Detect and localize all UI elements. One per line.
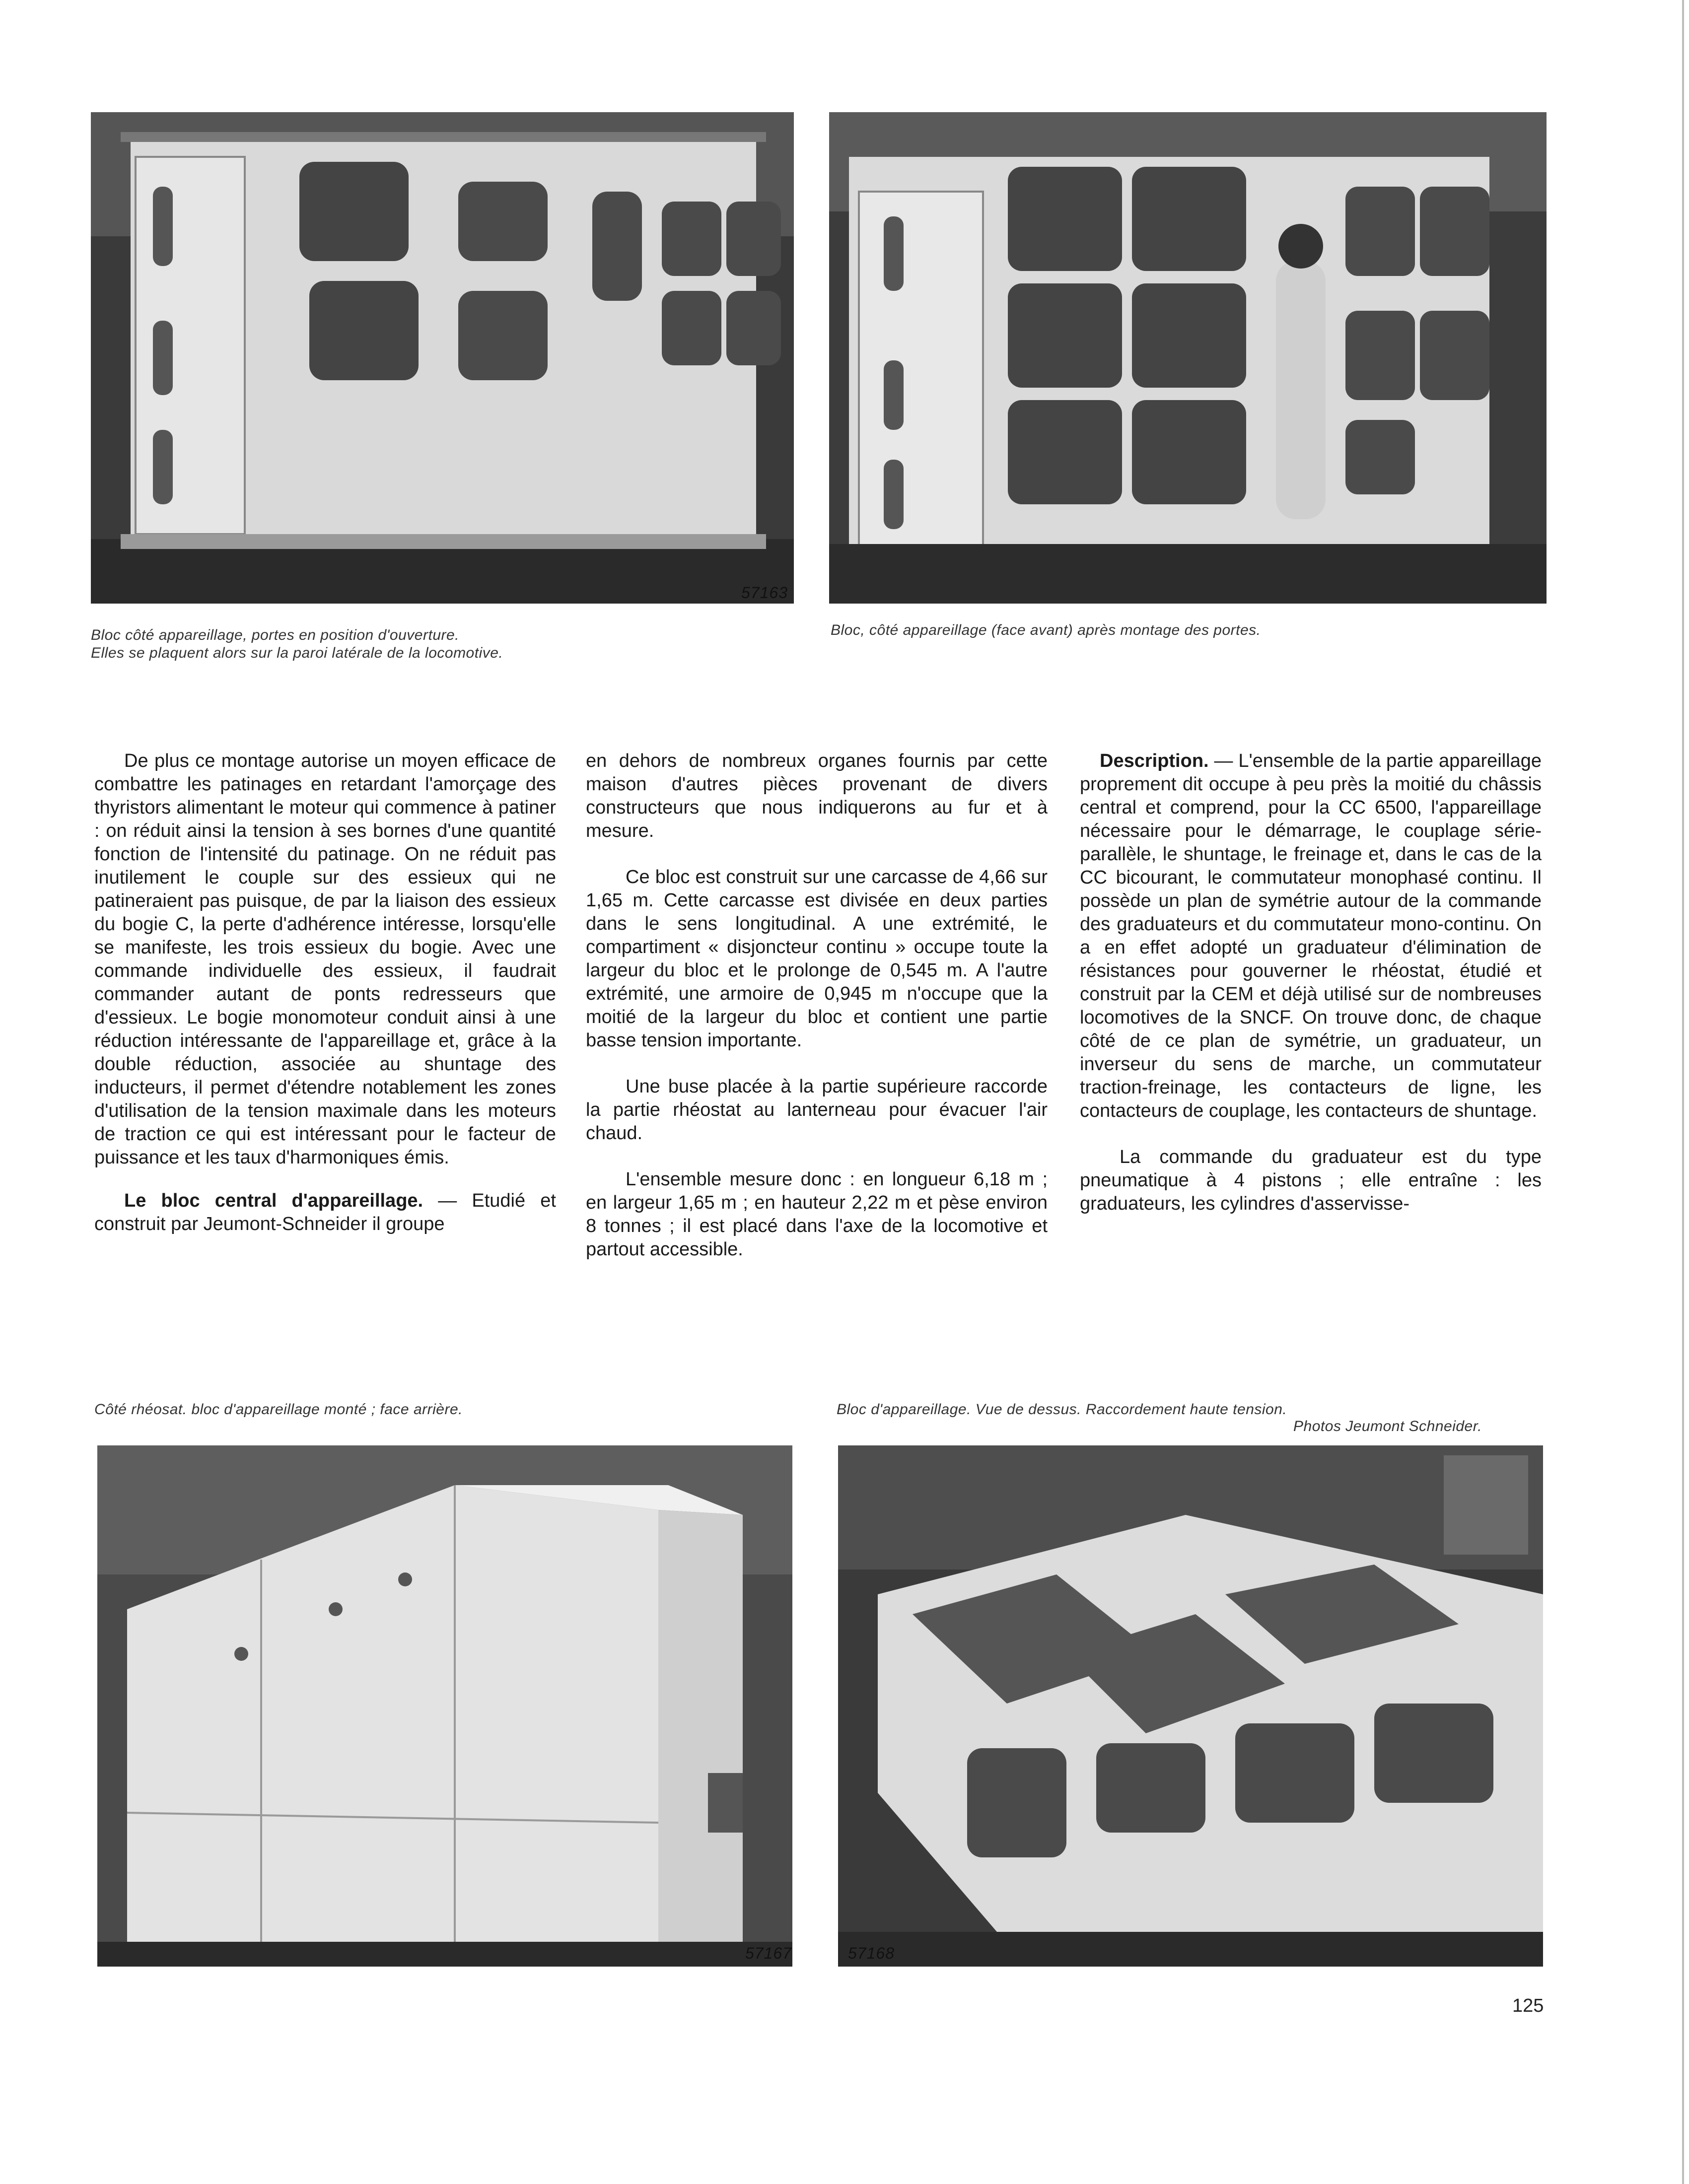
paragraph: Ce bloc est construit sur une carcasse de 4,66 sur 1,65 m. Cette carcasse est divisée en deux parties dans le sens longitudinal. A une extrémité, le compartiment « disjoncteur continu » occupe toute la largeur du bloc et le prolonge de 0,545 m. A l'autre extrémité, une armoire de 0,945 m n'occupe que la moitié de la largeur du bloc et contient une partie basse tension importante. xyxy=(586,867,1048,1051)
paragraph-text: — L'ensemble de la partie appareillage proprement dit occupe à peu près la moitié du châssis central et comprend, pour la CC 6500, l'appareillage nécessaire pour le démarrage, le couplage série-parallèle, le shuntage, le freinage et, dans le cas de la CC bicourant, le commutateur monophasé continu. Il possède un plan de symétrie autour de la commande des graduateurs et du commutateur mono-continu. On a en effet adopté un graduateur d'élimination de résistances pour gouverner le rhéostat, étudié et construit par la CEM et déjà utilisé sur de nombreuses locomotives de la SNCF. On trouve donc, de chaque côté de ce plan de symétrie, un graduateur, un inverseur du sens de marche, un commutateur traction-freinage, les contacteurs de ligne, les contacteurs de couplage, les contacteurs de shuntage. xyxy=(1080,751,1542,1121)
caption-top-left: Bloc côté appareillage, portes en position d'ouverture. Elles se plaquent alors sur la paroi latérale de la locomotive. xyxy=(91,627,503,661)
photo-number: 57168 xyxy=(848,1944,895,1962)
paragraph xyxy=(94,1189,556,1236)
photo-bloc-top-view-image xyxy=(838,1445,1543,1967)
section-heading: Description. xyxy=(1100,751,1209,771)
article-column-1 xyxy=(94,750,556,1236)
photo-bloc-top-view xyxy=(838,1445,1543,1967)
caption-bottom-right: Bloc d'appareillage. Vue de dessus. Raccordement haute tension. xyxy=(837,1401,1287,1418)
caption-top-right: Bloc, côté appareillage (face avant) après montage des portes. xyxy=(831,622,1261,638)
photo-bloc-front-doors-image xyxy=(829,112,1547,604)
paragraph: en dehors de nombreux organes fournis par cette maison d'autres pièces provenant de divers constructeurs que nous indiquerons au fur et à mesure. xyxy=(586,751,1048,841)
paragraph: L'ensemble mesure donc : en longueur 6,18 m ; en largeur 1,65 m ; en hauteur 2,22 m et pèse environ 8 tonnes ; il est placé dans l'axe de la locomotive et partout accessible. xyxy=(586,1169,1048,1260)
photo-number: 57163 xyxy=(741,584,788,602)
photo-number: 57167 xyxy=(745,1944,792,1962)
article-column-3 xyxy=(1080,750,1542,1216)
caption-bottom-left: Côté rhéosat. bloc d'appareillage monté ; face arrière. xyxy=(94,1401,463,1418)
section-heading: Le bloc central d'appareillage. xyxy=(124,1190,423,1211)
paragraph: Une buse placée à la partie supérieure raccorde la partie rhéostat au lanterneau pour évacuer l'air chaud. xyxy=(586,1076,1048,1144)
paragraph: La commande du graduateur est du type pneumatique à 4 pistons ; elle entraîne : les graduateurs, les cylindres d'asservisse- xyxy=(1080,1147,1542,1214)
photo-credit: Photos Jeumont Schneider. xyxy=(1293,1418,1482,1434)
article-column-2 xyxy=(586,750,1048,1261)
photo-bloc-rear-face xyxy=(97,1445,792,1967)
photo-bloc-front-doors xyxy=(829,112,1547,604)
page-edge-shadow xyxy=(1682,0,1684,2184)
paragraph xyxy=(1080,750,1542,1123)
photo-bloc-rear-face-image xyxy=(97,1445,792,1967)
photo-bloc-open-doors-image xyxy=(91,112,794,604)
photo-bloc-open-doors xyxy=(91,112,794,604)
paragraph-text: — Etudié et construit par Jeumont-Schneider il groupe xyxy=(94,1190,556,1234)
paragraph: De plus ce montage autorise un moyen efficace de combattre les patinages en retardant l'amorçage des thyristors alimentant le moteur qui commence à patiner : on réduit ainsi la tension à ses bornes d'une quantité fonction de l'intensité du patinage. On ne réduit pas inutilement le couple sur des essieux qui ne patineraient pas puisque, de par la liaison des essieux du bogie C, la perte d'adhérence intéresse, lorsqu'elle se manifeste, les trois essieux du bogie. Avec une commande individuelle des essieux, il faudrait commander autant de ponts redresseurs que d'essieux. Le bogie monomoteur conduit ainsi à une réduction intéressante de l'appareillage et, grâce à la double réduction, associée au shuntage des inducteurs, il permet d'étendre notablement les zones d'utilisation de la tension maximale dans les moteurs de traction ce qui est intéressant pour le facteur de puissance et les taux d'harmoniques émis. xyxy=(94,751,556,1168)
page-number: 125 xyxy=(1512,1995,1544,2016)
